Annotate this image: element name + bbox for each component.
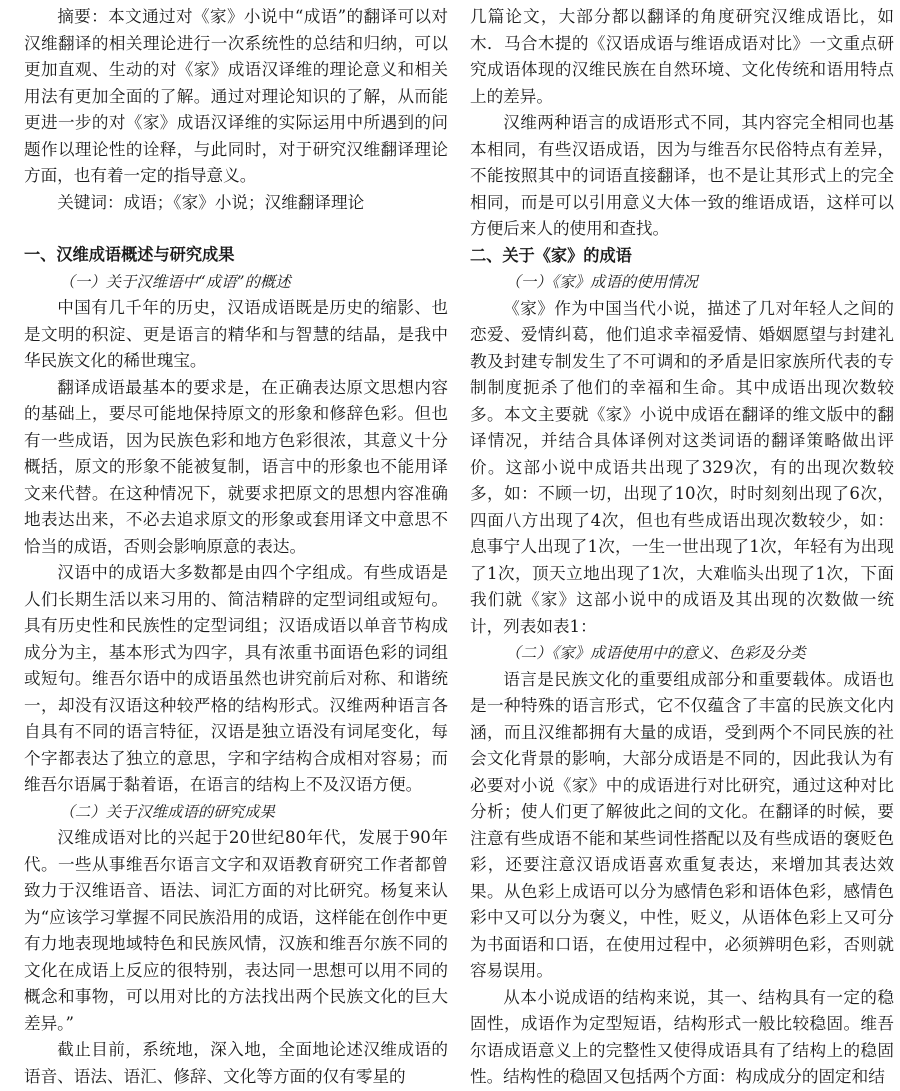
left-column	[24, 4, 448, 1090]
paragraph: 截止目前，系统地，深入地，全面地论述汉维成语的语音、语法、语汇、修辞、文化等方面的仅有零星的	[24, 1040, 448, 1086]
paragraph: 《家》作为中国当代小说，描述了几对年轻人之间的恋爱、爱情纠葛，他们追求幸福爱情、婚姻愿望与封建礼教及封建专制发生了不可调和的矛盾是旧家族所代表的专制制度扼杀了他们的幸福和生命。其中成语出现次数较多。本文主要就《家》小说中成语在翻译的维文版中的翻译情况，并结合具体译例对这类词语的翻译策略做出评价。这部小说中成语共出现了329次，有的出现次数较多，如：不顾一切，出现了10次，时时刻刻出现了6次，四面八方出现了4次，但也有些成语出现次数较少，如：息事宁人出现了1次，一生一世出现了1次，年轻有为出现了1次，顶天立地出现了1次，大难临头出现了1次，下面我们就《家》这部小说中的成语及其出现的次数做一统计，列表如表1：	[470, 298, 894, 636]
abstract: 摘要：本文通过对《家》小说中“成语”的翻译可以对汉维翻译的相关理论进行一次系统性的总结和归纳，可以更加直观、生动的对《家》成语汉译维的理论意义和相关用法有更加全面的了解。通过对理论知识的了解，从而能更进一步的对《家》成语汉译维的实际运用中所遇到的问题作以理论性的诠释，与此同时，对于研究汉维翻译理论方面，也有着一定的指导意义。	[24, 7, 448, 185]
paragraph: 从本小说成语的结构来说，其一、结构具有一定的稳固性，成语作为定型短语，结构形式一般比较稳固。维吾尔语成语意义上的完整性又使得成语具有了结构上的稳固性。结构性的稳固又包括两个方面：构成成分的固定和结	[470, 987, 894, 1086]
paragraph: 翻译成语最基本的要求是，在正确表达原文思想内容的基础上，要尽可能地保持原文的形象和修辞色彩。但也有一些成语，因为民族色彩和地方色彩很浓，其意义十分概括，原文的形象不能被复制，语言中的形象也不能用译文来代替。在这种情况下，就要求把原文的思想内容准确地表达出来，不必去追求原文的形象或套用译文中意思不恰当的成语，否则会影响原意的表达。	[24, 377, 448, 556]
paragraph: 语言是民族文化的重要组成部分和重要载体。成语也是一种特殊的语言形式，它不仅蕴含了丰富的民族文化内涵，而且汉维都拥有大量的成语，受到两个不同民族的社会文化背景的影响，大部分成语是不同的，因此我认为有必要对小说《家》中的成语进行对比研究，通过这种对比分析；使人们更了解彼此之间的文化。在翻译的时候，要注意有些成语不能和某些词性搭配以及有些成语的褒贬色彩，还要注意汉语成语喜欢重复表达，来增加其表达效果。从色彩上成语可以分为感情色彩和语体色彩，感情色彩中又可以分为褒义，中性，贬义，从语体色彩上又可分为书面语和口语，在使用过程中，必须辨明色彩，否则就容易误用。	[470, 669, 894, 980]
paragraph: 汉维成语对比的兴起于20世纪80年代，发展于90年代。一些从事维吾尔语言文字和双语教育研究工作者都曾致力于汉维语音、语法、词汇方面的对比研究。杨复来认为“应该学习掌握不同民族沿用的成语，这样能在创作中更有力地表现地域特色和民族风情，汉族和维吾尔族不同的文化在成语上反应的很特别，表达同一思想可以用不同的概念和事物，可以用对比的方法找出两个民族文化的巨大差异。”	[24, 828, 448, 1033]
keywords: 关键词：成语；《家》小说；汉维翻译理论	[57, 192, 365, 212]
subsection-heading-1-1: （一）关于汉维语中“成语”的概述	[59, 272, 291, 291]
right-column	[470, 4, 894, 1091]
paragraph: 中国有几千年的历史，汉语成语既是历史的缩影、也是文明的积淀、更是语言的精华和与智慧的结晶，是我中华民族文化的稀世瑰宝。	[24, 298, 448, 370]
subsection-heading-1-2: （二）关于汉维成语的研究成果	[59, 802, 275, 821]
paragraph: 汉维两种语言的成语形式不同，其内容完全相同也基本相同，有些汉语成语，因为与维吾尔民俗特点有差异，不能按照其中的词语直接翻译，也不是让其形式上的完全相同，而是可以引用意义大体一致的维语成语，这样可以方便后来人的使用和查找。	[470, 113, 894, 238]
section-heading-2: 二、关于《家》的成语	[470, 245, 632, 265]
subsection-heading-2-2: （二）《家》成语使用中的意义、色彩及分类	[505, 644, 806, 662]
section-heading-1: 一、汉维成语概述与研究成果	[24, 245, 235, 264]
subsection-heading-2-1: （一）《家》成语的使用情况	[505, 273, 698, 291]
paragraph: 汉语中的成语大多数都是由四个字组成。有些成语是人们长期生活以来习用的、简洁精辟的定型词组或短句。具有历史性和民族性的定型词组；汉语成语以单音节构成成分为主，基本形式为四字，具有浓重书面语色彩的词组或短句。维吾尔语中的成语虽然也讲究前后对称、和谐统一，却没有汉语这种较严格的结构形式。汉维两种语言各自具有不同的语言特征，汉语是独立语没有词尾变化，每个字都表达了独立的意思，字和字结构合成相对容易；而维吾尔语属于黏着语，在语言的结构上不及汉语方便。	[24, 563, 448, 794]
paragraph-continued: 几篇论文，大部分都以翻译的角度研究汉维成语比，如木．马合木提的《汉语成语与维语成语对比》一文重点研究成语体现的汉维民族在自然环境、文化传统和语用特点上的差异。	[470, 7, 894, 106]
